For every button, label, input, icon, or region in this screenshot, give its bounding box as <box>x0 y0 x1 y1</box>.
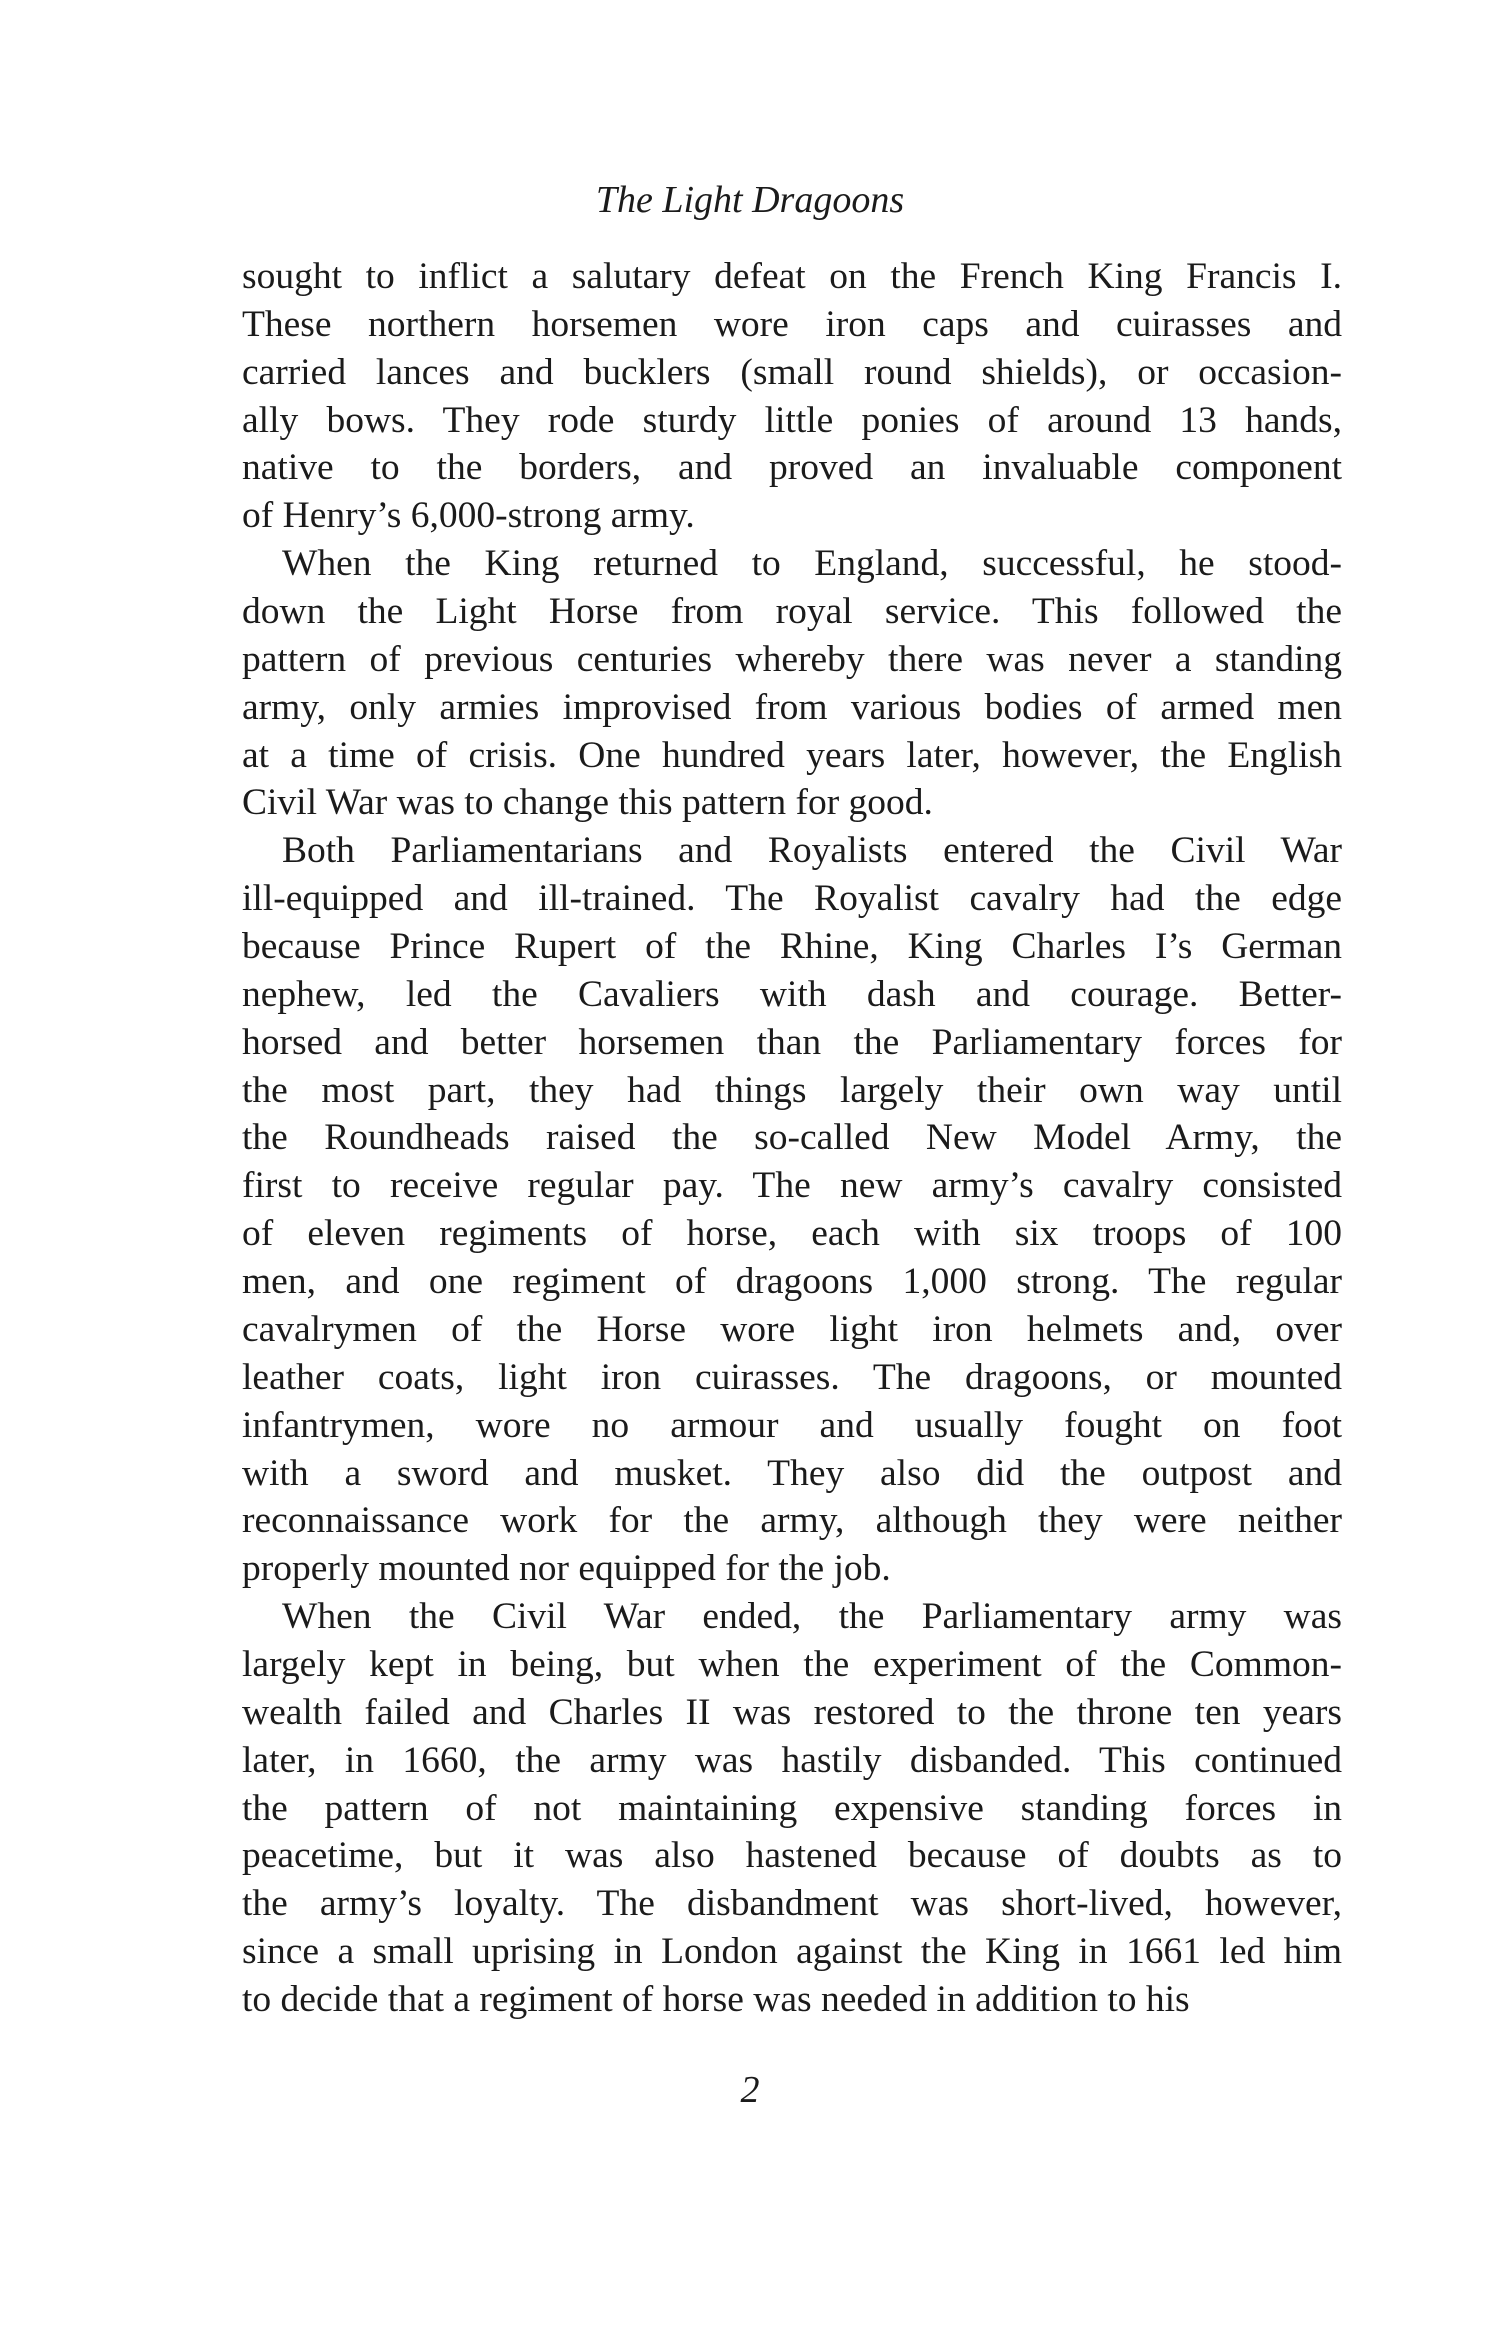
text-line: native to the borders, and proved an invaluable component <box>242 447 1342 489</box>
text-line: infantrymen, wore no armour and usually fought on foot <box>242 1404 1342 1446</box>
text-line: the pattern of not maintaining expensive standing forces in <box>242 1787 1342 1829</box>
text-line: with a sword and musket. They also did the outpost and <box>242 1452 1342 1494</box>
text-line: at a time of crisis. One hundred years later, however, the English <box>242 734 1342 776</box>
text-line: Both Parliamentarians and Royalists entered the Civil War <box>282 830 1342 872</box>
text-line: pattern of previous centuries whereby there was never a standing <box>242 638 1342 680</box>
page-number: 2 <box>740 2069 760 2111</box>
text-line: reconnaissance work for the army, although they were neither <box>242 1500 1342 1542</box>
text-line: sought to inflict a salutary defeat on the French King Francis I. <box>242 256 1342 297</box>
text-line: Civil War was to change this pattern for good. <box>242 782 933 824</box>
text-line: These northern horsemen wore iron caps and cuirasses and <box>242 303 1342 345</box>
text-line: later, in 1660, the army was hastily disbanded. This continued <box>242 1739 1342 1781</box>
text-line: properly mounted nor equipped for the job. <box>242 1548 891 1590</box>
text-line: the Roundheads raised the so-called New Model Army, the <box>242 1117 1342 1159</box>
text-line: the most part, they had things largely their own way until <box>242 1069 1342 1111</box>
text-line: When the King returned to England, successful, he stood- <box>282 543 1342 585</box>
text-line: to decide that a regiment of horse was needed in addition to his <box>242 1978 1190 2020</box>
text-line: When the Civil War ended, the Parliamentary army was <box>282 1596 1342 1638</box>
text-line: of eleven regiments of horse, each with six troops of 100 <box>242 1213 1342 1255</box>
text-line: cavalrymen of the Horse wore light iron helmets and, over <box>242 1308 1342 1350</box>
text-line: because Prince Rupert of the Rhine, King Charles I’s German <box>242 926 1342 968</box>
text-line: wealth failed and Charles II was restored to the throne ten years <box>242 1691 1342 1733</box>
text-line: army, only armies improvised from various bodies of armed men <box>242 686 1342 728</box>
text-line: men, and one regiment of dragoons 1,000 strong. The regular <box>242 1261 1342 1303</box>
text-line: leather coats, light iron cuirasses. The dragoons, or mounted <box>242 1356 1342 1398</box>
text-line: nephew, led the Cavaliers with dash and courage. Better- <box>242 973 1342 1015</box>
text-line: carried lances and bucklers (small round shields), or occasion- <box>242 351 1342 393</box>
text-line: the army’s loyalty. The disbandment was short-lived, however, <box>242 1883 1342 1925</box>
text-line: since a small uprising in London against the King in 1661 led him <box>242 1931 1342 1973</box>
text-line: first to receive regular pay. The new army’s cavalry consisted <box>242 1165 1342 1207</box>
text-line: down the Light Horse from royal service. This followed the <box>242 591 1342 633</box>
text-line: peacetime, but it was also hastened because of doubts as to <box>242 1835 1342 1877</box>
text-line: largely kept in being, but when the experiment of the Common- <box>242 1643 1342 1685</box>
text-line: ill-equipped and ill-trained. The Royalist cavalry had the edge <box>242 878 1342 920</box>
text-line: of Henry’s 6,000-strong army. <box>242 495 695 537</box>
text-line: horsed and better horsemen than the Parliamentary forces for <box>242 1021 1342 1063</box>
text-line: ally bows. They rode sturdy little ponies of around 13 hands, <box>242 399 1342 441</box>
running-head: The Light Dragoons <box>595 179 905 221</box>
